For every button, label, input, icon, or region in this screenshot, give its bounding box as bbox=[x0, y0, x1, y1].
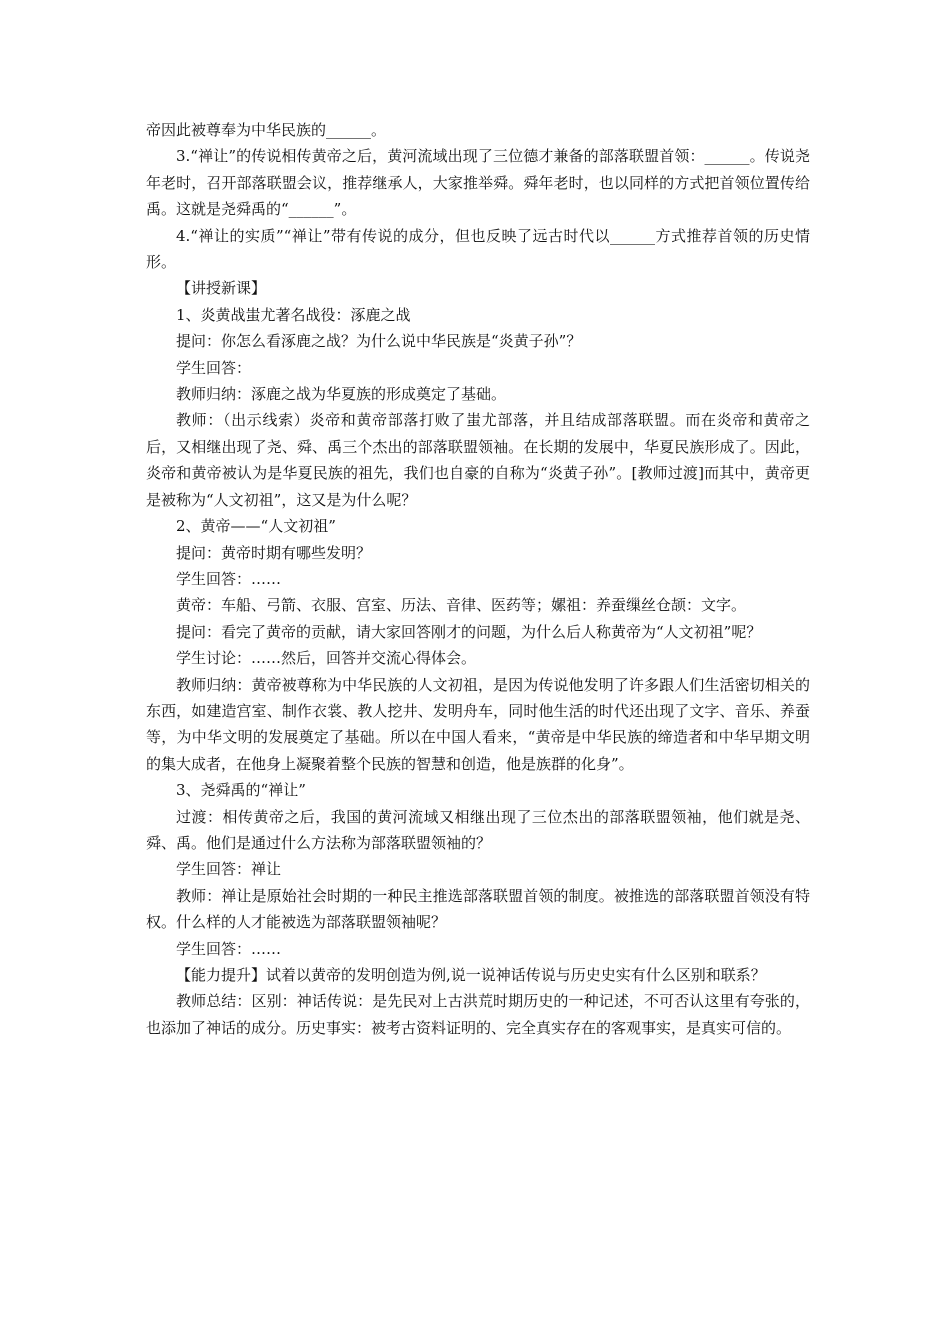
paragraph-student-discussion: 学生讨论：……然后，回答并交流心得体会。 bbox=[176, 649, 477, 668]
paragraph-teacher-summary-1: 教师归纳：涿鹿之战为华夏族的形成奠定了基础。 bbox=[176, 385, 507, 404]
paragraph-question-2: 提问：黄帝时期有哪些发明？ bbox=[176, 543, 372, 562]
subheading-zhuolu-battle: 1、炎黄战蚩尤著名战役：涿鹿之战 bbox=[176, 305, 411, 324]
paragraph-question-3: 提问：看完了黄帝的贡献，请大家回答刚才的问题，为什么后人称黄帝为“人文初祖”呢？ bbox=[176, 622, 762, 641]
subheading-huangdi: 2、黄帝——“人文初祖” bbox=[176, 517, 336, 536]
paragraph-teacher-summary-2: 教师归纳：黄帝被尊称为中华民族的人文初祖，是因为传说他发明了许多跟人们生活密切相关的东西，如建造宫室、制作衣裳、教人挖井、发明舟车，同时他生活的时代还出现了文字、音乐、养蚕等，为中华文明的发展奠定了基础。所以在中国人看来，“黄帝是中华民族的缔造者和中华早期文明的集大成者，在他身上凝聚着整个民族的智慧和创造，他是族群的化身”。 bbox=[146, 675, 810, 773]
paragraph-student-answer-1: 学生回答： bbox=[176, 358, 252, 377]
paragraph-inventions: 黄帝：车船、弓箭、衣服、宫室、历法、音律、医药等；嫘祖：养蚕缫丝仓颉：文字。 bbox=[176, 596, 747, 615]
paragraph-continuation: 帝因此被尊奉为中华民族的______。 bbox=[146, 121, 387, 139]
document-page bbox=[146, 117, 810, 1041]
section-heading-new-lesson: 【讲授新课】 bbox=[176, 279, 267, 298]
subheading-shanrang: 3、尧舜禹的“禅让” bbox=[176, 781, 306, 800]
paragraph-student-answer-2: 学生回答：…… bbox=[176, 569, 282, 588]
paragraph-teacher-conclusion: 教师总结：区别：神话传说：是先民对上古洪荒时期历史的一种记述，不可否认这里有夸张的，也添加了神话的成分。历史事实：被考古资料证明的、完全真实存在的客观事实，是真实可信的。 bbox=[146, 992, 810, 1037]
paragraph-student-answer-3: 学生回答：禅让 bbox=[176, 860, 282, 879]
paragraph-question-1: 提问：你怎么看涿鹿之战？为什么说中华民族是“炎黄子孙”？ bbox=[176, 332, 582, 351]
paragraph-teacher-clues: 教师：（出示线索）炎帝和黄帝部落打败了蚩尤部落，并且结成部落联盟。而在炎帝和黄帝之后，又相继出现了尧、舜、禹三个杰出的部落联盟领袖。在长期的发展中，华夏民族形成了。因此，炎帝和黄帝被认为是华夏民族的祖先，我们也自豪的自称为“炎黄子孙”。[教师过渡]而其中，黄帝更是被称为“人文初祖”，这又是为什么呢？ bbox=[146, 411, 810, 509]
paragraph-student-answer-4: 学生回答：…… bbox=[176, 939, 282, 958]
paragraph-ability-boost: 【能力提升】试着以黄帝的发明创造为例,说一说神话传说与历史史实有什么区别和联系？ bbox=[176, 966, 766, 984]
paragraph-item-3-shanrang: 3.“禅让”的传说相传黄帝之后，黄河流域出现了三位德才兼备的部落联盟首领：______。传说尧年老时，召开部落联盟会议，推荐继承人，大家推举舜。舜年老时，也以同样的方式把首领位置传给禹。这就是尧舜禹的“______”。 bbox=[146, 147, 810, 219]
paragraph-item-4-essence: 4.“禅让的实质”“禅让”带有传说的成分，但也反映了远古时代以______方式推荐首领的历史情形。 bbox=[146, 226, 810, 272]
paragraph-teacher-shanrang: 教师：禅让是原始社会时期的一种民主推选部落联盟首领的制度。被推选的部落联盟首领没有特权。什么样的人才能被选为部落联盟领袖呢？ bbox=[146, 886, 810, 932]
paragraph-transition: 过渡：相传黄帝之后，我国的黄河流域又相继出现了三位杰出的部落联盟领袖，他们就是尧、舜、禹。他们是通过什么方法称为部落联盟领袖的？ bbox=[146, 807, 810, 852]
